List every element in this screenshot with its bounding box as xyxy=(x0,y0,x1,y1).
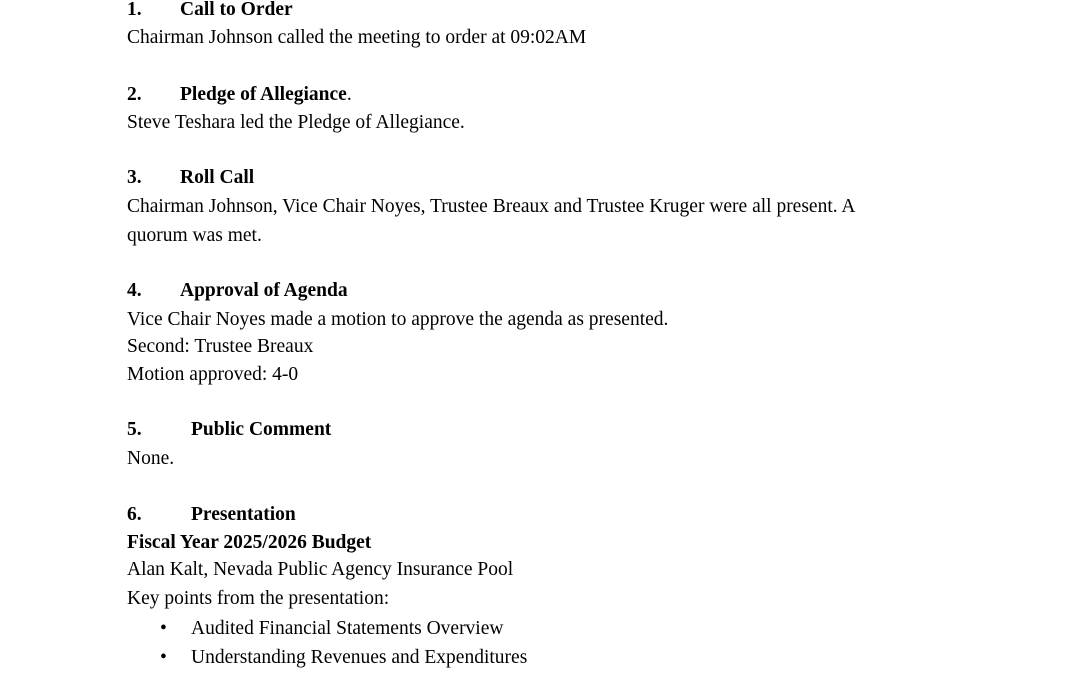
bullet-text: Understanding Revenues and Expenditures xyxy=(191,647,528,668)
section-text: quorum was met. xyxy=(127,225,262,246)
section-subtitle: Fiscal Year 2025/2026 Budget xyxy=(127,532,372,553)
section-text: Chairman Johnson called the meeting to order at 09:02AM xyxy=(127,27,587,48)
bullet-icon: • xyxy=(160,647,167,668)
section-text: Alan Kalt, Nevada Public Agency Insurance Pool xyxy=(127,559,514,580)
section-title: Approval of Agenda xyxy=(180,280,348,301)
section-text: Key points from the presentation: xyxy=(127,588,390,609)
bullet-text: Audited Financial Statements Overview xyxy=(191,618,504,639)
section-number: 5. xyxy=(127,419,142,440)
section-text: Second: Trustee Breaux xyxy=(127,336,314,357)
section-number: 3. xyxy=(127,167,142,188)
section-text: Vice Chair Noyes made a motion to approve the agenda as presented. xyxy=(127,309,669,330)
section-text: None. xyxy=(127,448,175,469)
section-text: Motion approved: 4-0 xyxy=(127,364,299,385)
section-number: 1. xyxy=(127,0,142,20)
section-title: Roll Call xyxy=(180,167,255,188)
section-title xyxy=(180,83,352,107)
section-text: Chairman Johnson, Vice Chair Noyes, Trustee Breaux and Trustee Kruger were all present. A xyxy=(127,196,856,217)
section-title: Presentation xyxy=(191,504,296,525)
section-title: Call to Order xyxy=(180,0,293,20)
section-title-text: Pledge of Allegiance xyxy=(180,84,347,105)
section-text: Steve Teshara led the Pledge of Allegiance. xyxy=(127,112,465,133)
section-title-suffix: . xyxy=(346,84,352,105)
section-number: 6. xyxy=(127,504,142,525)
section-number: 4. xyxy=(127,280,142,301)
bullet-icon: • xyxy=(160,618,167,639)
section-title: Public Comment xyxy=(191,419,332,440)
section-number: 2. xyxy=(127,84,142,105)
